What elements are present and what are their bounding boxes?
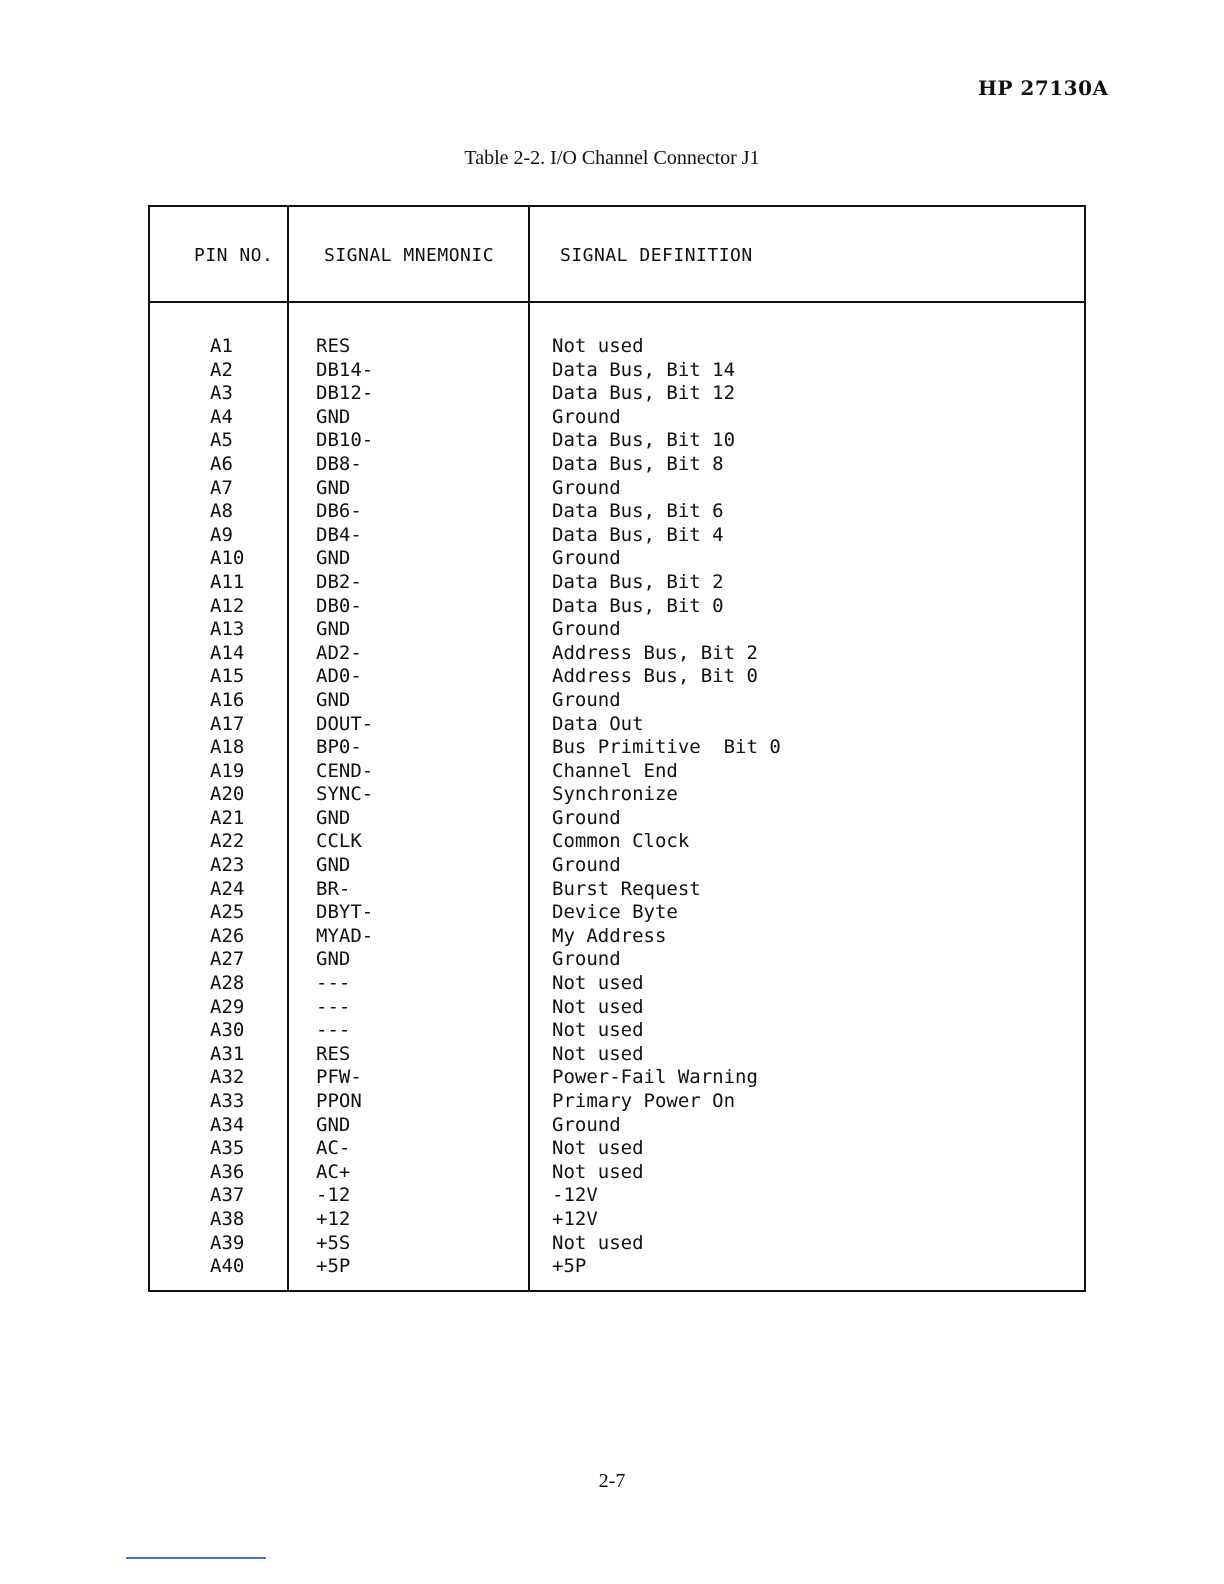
definition-cell: -12V	[552, 1184, 598, 1207]
mnemonic-cell: +12	[316, 1207, 351, 1230]
definition-cell: Bus Primitive Bit 0	[552, 736, 781, 759]
definition-cell: Data Bus, Bit 8	[552, 452, 724, 475]
mnemonic-cell: AC+	[316, 1160, 351, 1183]
mnemonic-cell: SYNC-	[316, 783, 374, 806]
pin-cell: A24	[210, 877, 245, 900]
definition-cell: Not used	[552, 1019, 644, 1042]
pin-cell: A10	[210, 547, 245, 570]
table-row	[150, 854, 1084, 878]
table-row	[150, 736, 1084, 760]
pin-cell: A16	[210, 688, 245, 711]
table-row	[150, 1208, 1084, 1232]
mnemonic-cell: GND	[316, 476, 351, 499]
document-id: HP 27130A	[978, 76, 1109, 100]
definition-cell: Not used	[552, 1042, 644, 1065]
pin-cell: A13	[210, 618, 245, 641]
definition-cell: Data Bus, Bit 0	[552, 594, 724, 617]
pin-cell: A25	[210, 901, 245, 924]
column-header-pin-no: PIN NO.	[194, 245, 274, 266]
pin-cell: A5	[210, 429, 233, 452]
definition-cell: Ground	[552, 405, 621, 428]
table-row	[150, 1184, 1084, 1208]
mnemonic-cell: DB2-	[316, 570, 362, 593]
mnemonic-cell: PFW-	[316, 1066, 362, 1089]
footer-rule	[126, 1557, 266, 1559]
table-row	[150, 996, 1084, 1020]
definition-cell: Ground	[552, 688, 621, 711]
mnemonic-cell: DB4-	[316, 523, 362, 546]
mnemonic-cell: ---	[316, 1019, 351, 1042]
pin-cell: A11	[210, 570, 245, 593]
table-title: Table 2-2. I/O Channel Connector J1	[464, 147, 760, 169]
mnemonic-cell: ---	[316, 972, 351, 995]
mnemonic-cell: MYAD-	[316, 924, 374, 947]
pin-cell: A18	[210, 736, 245, 759]
table-row	[150, 524, 1084, 548]
definition-cell: Ground	[552, 476, 621, 499]
table-row	[150, 1161, 1084, 1185]
mnemonic-cell: BR-	[316, 877, 351, 900]
definition-cell: My Address	[552, 924, 667, 947]
definition-cell: Data Bus, Bit 6	[552, 500, 724, 523]
definition-cell: Data Bus, Bit 12	[552, 382, 736, 405]
mnemonic-cell: GND	[316, 547, 351, 570]
mnemonic-cell: AC-	[316, 1137, 351, 1160]
definition-cell: Data Bus, Bit 10	[552, 429, 736, 452]
pin-cell: A6	[210, 452, 233, 475]
table-row	[150, 453, 1084, 477]
pin-cell: A31	[210, 1042, 245, 1065]
mnemonic-cell: GND	[316, 688, 351, 711]
table-row	[150, 1019, 1084, 1043]
mnemonic-cell: RES	[316, 1042, 351, 1065]
definition-cell: Device Byte	[552, 901, 678, 924]
table-row	[150, 760, 1084, 784]
definition-cell: Data Bus, Bit 4	[552, 523, 724, 546]
column-header-signal-definition: SIGNAL DEFINITION	[560, 245, 753, 266]
pin-cell: A36	[210, 1160, 245, 1183]
mnemonic-cell: ---	[316, 995, 351, 1018]
definition-cell: Common Clock	[552, 830, 690, 853]
mnemonic-cell: RES	[316, 335, 351, 357]
table-row	[150, 595, 1084, 619]
table-row	[150, 901, 1084, 925]
mnemonic-cell: DB10-	[316, 429, 374, 452]
table-row	[150, 783, 1084, 807]
pin-cell: A28	[210, 972, 245, 995]
definition-cell: Address Bus, Bit 2	[552, 641, 758, 664]
table-row	[150, 335, 1084, 359]
table-row	[150, 1255, 1084, 1279]
definition-cell: Address Bus, Bit 0	[552, 665, 758, 688]
column-header-signal-mnemonic: SIGNAL MNEMONIC	[324, 245, 495, 266]
table-row	[150, 477, 1084, 501]
pin-cell: A33	[210, 1090, 245, 1112]
pin-cell: A26	[210, 924, 245, 947]
table-row	[150, 642, 1084, 666]
table-row	[150, 830, 1084, 854]
mnemonic-cell: PPON	[316, 1090, 362, 1112]
pin-cell: A7	[210, 476, 233, 499]
definition-cell: Channel End	[552, 759, 678, 782]
pin-cell: A3	[210, 382, 233, 405]
mnemonic-cell: AD2-	[316, 641, 362, 664]
table-row	[150, 1043, 1084, 1067]
pin-cell: A14	[210, 641, 245, 664]
mnemonic-cell: CCLK	[316, 830, 362, 853]
pin-cell: A15	[210, 665, 245, 688]
definition-cell: +5P	[552, 1255, 587, 1278]
mnemonic-cell: DB0-	[316, 594, 362, 617]
pin-cell: A35	[210, 1137, 245, 1160]
table-row	[150, 948, 1084, 972]
table-row	[150, 500, 1084, 524]
table-row	[150, 382, 1084, 406]
mnemonic-cell: GND	[316, 948, 351, 971]
definition-cell: Ground	[552, 854, 621, 877]
definition-cell: Ground	[552, 547, 621, 570]
definition-cell: Ground	[552, 948, 621, 971]
table-row	[150, 571, 1084, 595]
definition-cell: Not used	[552, 1137, 644, 1160]
pin-cell: A37	[210, 1184, 245, 1207]
definition-cell: Not used	[552, 972, 644, 995]
pin-cell: A22	[210, 830, 245, 853]
mnemonic-cell: DB6-	[316, 500, 362, 523]
pin-cell: A9	[210, 523, 233, 546]
table-row	[150, 925, 1084, 949]
table-row	[150, 429, 1084, 453]
connector-table	[148, 205, 1086, 1292]
mnemonic-cell: DB12-	[316, 382, 374, 405]
pin-cell: A38	[210, 1207, 245, 1230]
definition-cell: Ground	[552, 806, 621, 829]
definition-cell: Primary Power On	[552, 1090, 736, 1112]
definition-cell: Synchronize	[552, 783, 678, 806]
pin-cell: A2	[210, 358, 233, 381]
pin-cell: A34	[210, 1113, 245, 1136]
definition-cell: Burst Request	[552, 877, 701, 900]
mnemonic-cell: GND	[316, 618, 351, 641]
header-divider	[150, 301, 1084, 303]
mnemonic-cell: DB14-	[316, 358, 374, 381]
mnemonic-cell: GND	[316, 1113, 351, 1136]
pin-cell: A27	[210, 948, 245, 971]
definition-cell: Ground	[552, 1113, 621, 1136]
table-row	[150, 1232, 1084, 1256]
mnemonic-cell: +5S	[316, 1231, 351, 1254]
pin-cell: A39	[210, 1231, 245, 1254]
pin-cell: A12	[210, 594, 245, 617]
definition-cell: Not used	[552, 1160, 644, 1183]
pin-cell: A32	[210, 1066, 245, 1089]
table-row	[150, 618, 1084, 642]
definition-cell: Not used	[552, 995, 644, 1018]
table-row	[150, 665, 1084, 689]
definition-cell: +12V	[552, 1207, 598, 1230]
mnemonic-cell: DOUT-	[316, 712, 374, 735]
page-number: 2-7	[598, 1470, 626, 1492]
table-row	[150, 1066, 1084, 1090]
mnemonic-cell: GND	[316, 405, 351, 428]
definition-cell: Data Bus, Bit 14	[552, 358, 736, 381]
definition-cell: Not used	[552, 335, 644, 357]
table-row	[150, 713, 1084, 737]
mnemonic-cell: +5P	[316, 1255, 351, 1278]
pin-cell: A8	[210, 500, 233, 523]
table-row	[150, 1137, 1084, 1161]
mnemonic-cell: AD0-	[316, 665, 362, 688]
table-row	[150, 972, 1084, 996]
definition-cell: Power-Fail Warning	[552, 1066, 758, 1089]
pin-cell: A20	[210, 783, 245, 806]
pin-cell: A1	[210, 335, 233, 357]
mnemonic-cell: DBYT-	[316, 901, 374, 924]
definition-cell: Not used	[552, 1231, 644, 1254]
table-row	[150, 547, 1084, 571]
table-row	[150, 807, 1084, 831]
mnemonic-cell: GND	[316, 806, 351, 829]
pin-cell: A4	[210, 405, 233, 428]
mnemonic-cell: CEND-	[316, 759, 374, 782]
table-row	[150, 359, 1084, 383]
pin-cell: A30	[210, 1019, 245, 1042]
pin-cell: A21	[210, 806, 245, 829]
definition-cell: Ground	[552, 618, 621, 641]
table-row	[150, 1114, 1084, 1138]
table-row	[150, 1090, 1084, 1114]
pin-cell: A23	[210, 854, 245, 877]
pin-cell: A19	[210, 759, 245, 782]
pin-cell: A29	[210, 995, 245, 1018]
definition-cell: Data Bus, Bit 2	[552, 570, 724, 593]
mnemonic-cell: DB8-	[316, 452, 362, 475]
pin-cell: A40	[210, 1255, 245, 1278]
mnemonic-cell: -12	[316, 1184, 351, 1207]
mnemonic-cell: GND	[316, 854, 351, 877]
table-row	[150, 689, 1084, 713]
table-row	[150, 406, 1084, 430]
table-body	[150, 335, 1084, 1279]
table-row	[150, 878, 1084, 902]
definition-cell: Data Out	[552, 712, 644, 735]
pin-cell: A17	[210, 712, 245, 735]
mnemonic-cell: BP0-	[316, 736, 362, 759]
